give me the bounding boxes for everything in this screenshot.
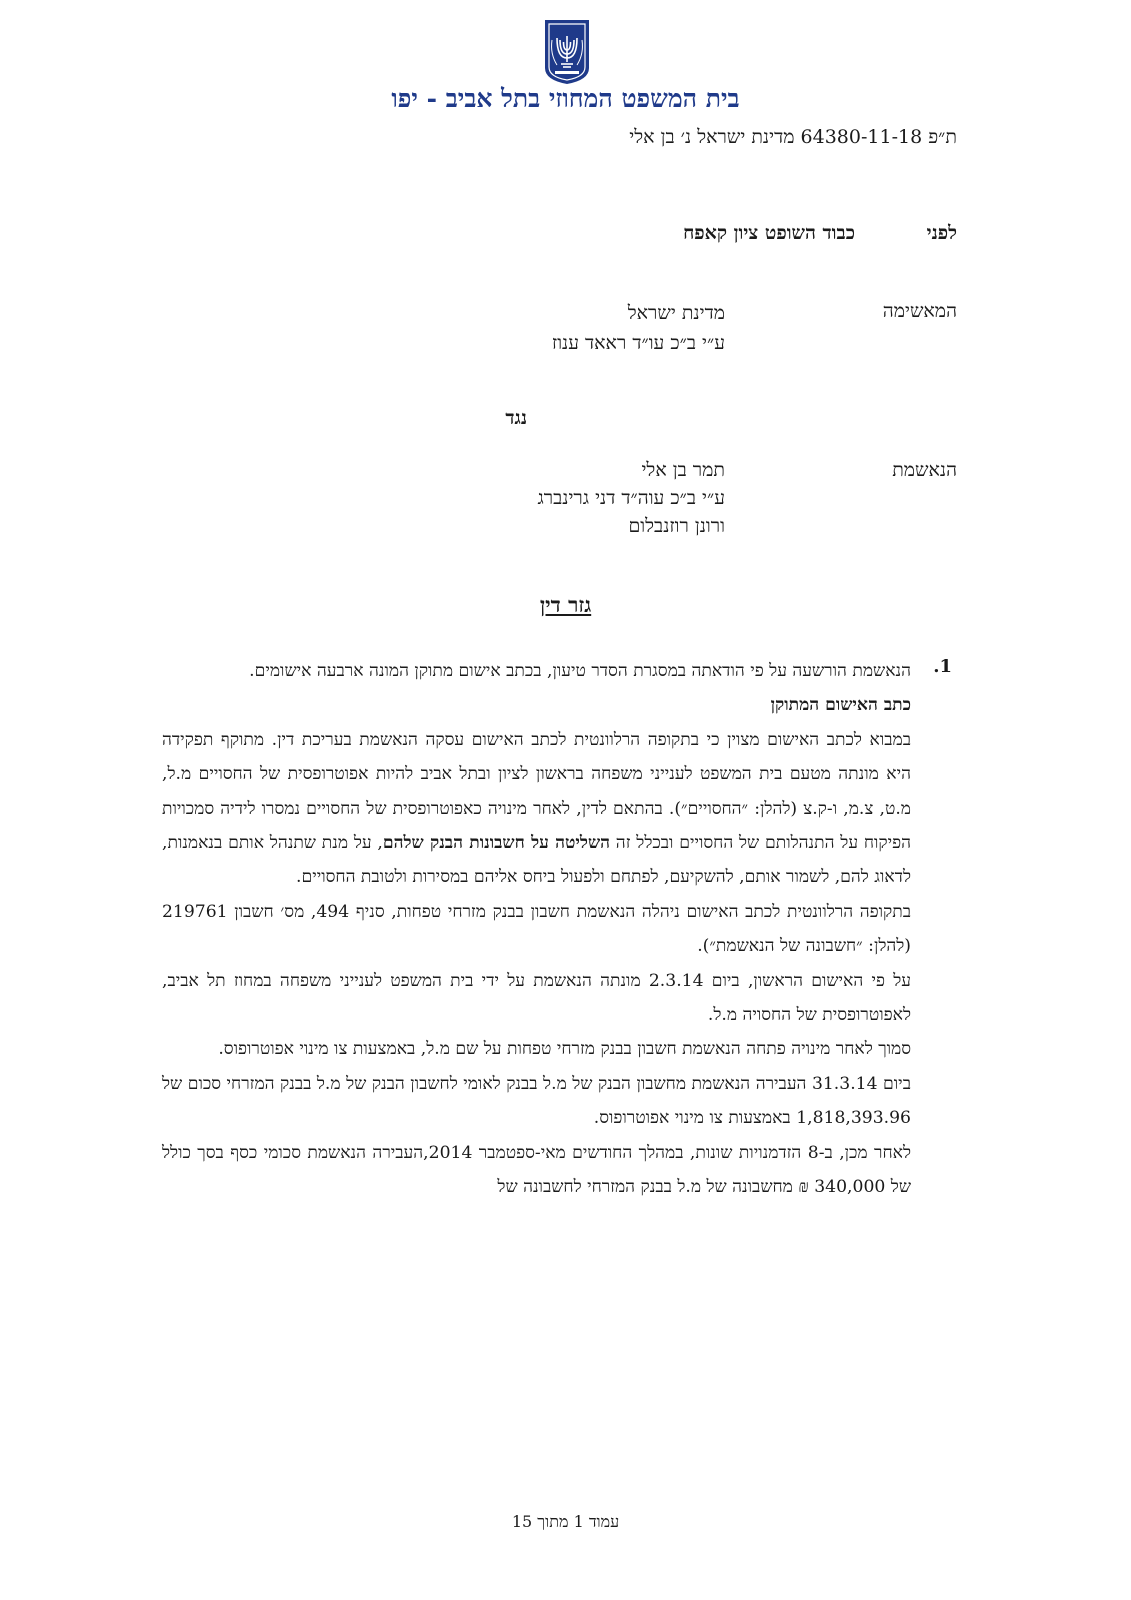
subheading-amended-indictment: כתב האישום המתוקן	[770, 695, 911, 716]
paragraph-account-opening: סמוך לאחר מינויה פתחה הנאשמת חשבון בבנק מזרחי טפחות על שם מ.ל, באמצעות צו מינוי אפוטרופוס.	[218, 1039, 911, 1060]
prosecution-label: המאשימה	[882, 300, 957, 322]
paragraph-introduction	[162, 723, 911, 895]
judge-name: כבוד השופט ציון קאפח	[683, 222, 855, 244]
paragraph-first-charge: על פי האישום הראשון, ביום 2.3.14 מונתה הנאשמת על ידי בית המשפט לענייני משפחה במחוז תל אביב, לאפוטרופסית של החסויה מ.ל.	[162, 970, 911, 1026]
intro-text-end: , על מנת שתנהל אותם בנאמנות, לדאוג להם, לשמור אותם, להשקיעם, לפתחם ולפעול ביחס אליהם במסירות ולטובת החסויים.	[162, 833, 911, 888]
prosecution-counsel: ע״י ב״כ עו״ד ראאד ענוז	[551, 332, 725, 354]
court-name: בית המשפט המחוזי בתל אביב - יפו	[391, 84, 740, 113]
page-number: עמוד 1 מתוך 15	[511, 1512, 620, 1531]
prosecution-details	[552, 298, 725, 358]
intro-text-start: במבוא לכתב האישום מצוין כי בתקופה הרלוונטית לכתב האישום עסקה הנאשמת בעריכת דין. מתוקף תפקידה היא מונתה מטעם בית המשפט לענייני משפחה בראשון לציון ובתל אביב להיות אפוטרופסית של החסויים מ.ל, מ.ט, צ.מ, ו-ק.צ (להלן: ״החסויים״). בהתאם לדין, לאחר מינויה כאפוטרופסית של החסויים נמסרו לידיה סמכויות הפיקוח על התנהלותם של החסויים ובכלל זה	[162, 729, 912, 854]
intro-bold-phrase: השליטה על חשבונות הבנק שלהם	[382, 833, 611, 854]
paragraph-transfer: ביום 31.3.14 העבירה הנאשמת מחשבון הבנק של מ.ל בבנק לאומי לחשבון הבנק של מ.ל בבנק המזרחי סכום של 1,818,393.96 באמצעות צו מינוי אפוטרופוס.	[162, 1073, 911, 1129]
defendant-counsel: ע״י ב״כ עוה״ד דני גרינברג	[537, 487, 725, 509]
paragraph-transfers-2014: לאחר מכן, ב-8 הזדמנויות שונות, במהלך החודשים מאי-ספטמבר 2014,העבירה הנאשמת סכומי כסף בסך כולל של 340,000 ₪ מחשבונה של מ.ל בבנק המזרחי לחשבונה של	[162, 1142, 912, 1198]
verdict-title: גזר דין	[539, 592, 592, 617]
case-number-line: ת״פ 64380-11-18 מדינת ישראל נ׳ בן אלי	[629, 126, 957, 148]
defendant-details	[538, 456, 726, 540]
paragraph-bank-account: בתקופה הרלוונטית לכתב האישום ניהלה הנאשמת חשבון בבנק מזרחי טפחות, סניף 494, מס׳ חשבון 219761 (להלן: ״חשבונה של הנאשמת״).	[162, 901, 911, 957]
prosecution-party: מדינת ישראל	[627, 302, 725, 324]
defendant-counsel-2: ורונן רוזנבלום	[628, 515, 725, 537]
body-text	[162, 654, 911, 1205]
state-emblem-icon	[541, 18, 593, 86]
before-label: לפני	[926, 222, 957, 244]
paragraph-plea: הנאשמת הורשעה על פי הודאתה במסגרת הסדר טיעון, בכתב אישום מתוקן המונה ארבעה אישומים.	[249, 661, 911, 681]
defendant-party: תמר בן אלי	[641, 459, 725, 481]
versus-label: נגד	[505, 407, 527, 429]
item-number: 1.	[933, 656, 952, 677]
defendant-label: הנאשמת	[892, 459, 957, 481]
